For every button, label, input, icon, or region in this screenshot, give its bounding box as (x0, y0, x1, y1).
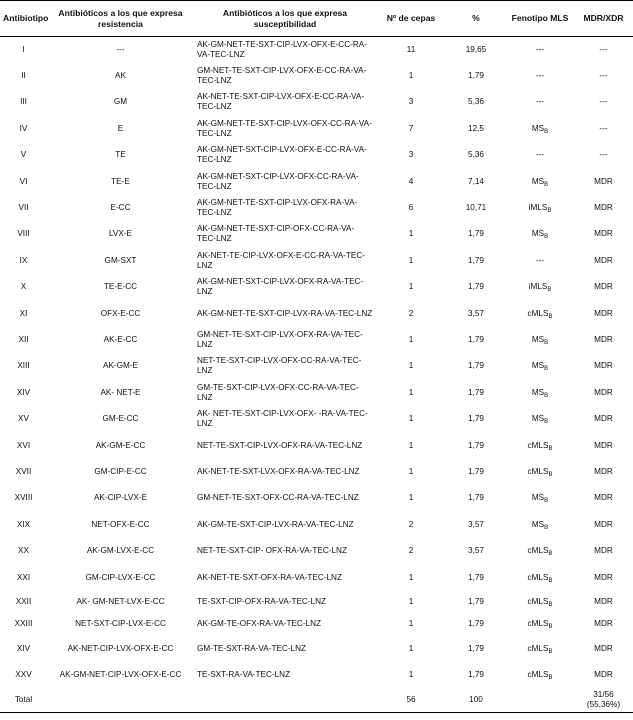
cell-resistencia: AK-GM-E-CC (95, 440, 146, 450)
cell-susceptibilidad: AK-GM-NET-TE-SXT-CIP-LVX-RA-VA-TEC-LNZ (197, 308, 373, 318)
fenotipo-label: --- (535, 71, 545, 81)
cell-antibiotipo: I (22, 44, 25, 54)
cell-cepas: 3 (408, 150, 414, 160)
cell-porcentaje: 3,57 (468, 546, 484, 556)
cell-mdr: --- (599, 150, 608, 160)
fenotipo-subscript: B (548, 601, 553, 608)
cell-resistencia: LVX-E (108, 229, 133, 239)
cell-porcentaje: 1,79 (468, 387, 484, 397)
total-empty-cell (47, 688, 194, 712)
fenotipo-label: cMLS (527, 670, 549, 680)
cell-cepas: 1 (408, 572, 414, 582)
total-empty-cell (506, 688, 574, 712)
fenotipo-subscript: B (544, 498, 549, 505)
header-mdr: MDR/XDR (583, 13, 624, 23)
cell-resistencia: --- (116, 44, 125, 54)
table-row (0, 512, 633, 538)
table-row (0, 662, 633, 688)
cell-resistencia: E-CC (110, 203, 131, 213)
cell-cepas: 1 (408, 643, 414, 653)
cell-porcentaje: 1,79 (468, 414, 484, 424)
fenotipo-label: --- (535, 44, 545, 54)
table-row (0, 195, 633, 221)
header-resistencia: Antibióticos a los que expresa resistencia (58, 7, 183, 29)
cell-fenotipo (506, 248, 574, 274)
cell-porcentaje: 1,79 (468, 596, 484, 606)
header-cepas: Nº de cepas (386, 13, 436, 23)
cell-susceptibilidad: NET-TE-SXT-CIP- OFX-RA-VA-TEC-LNZ (197, 546, 347, 556)
total-cepas: 56 (406, 695, 416, 705)
cell-antibiotipo: XIII (17, 361, 30, 371)
cell-antibiotipo: XXI (16, 572, 31, 582)
fenotipo-subscript: B (548, 577, 553, 584)
cell-susceptibilidad: GM-NET-TE-SXT-CIP-LVX-OFX-RA-VA-TEC-LNZ (197, 329, 363, 349)
table-row (0, 564, 633, 590)
cell-porcentaje: 1,79 (468, 334, 484, 344)
cell-mdr: --- (599, 71, 608, 81)
fenotipo-subscript: B (544, 234, 549, 241)
cell-antibiotipo: XX (18, 546, 29, 556)
cell-fenotipo (506, 37, 574, 63)
total-mdr: 31/56 (55,36%) (586, 690, 621, 710)
fenotipo-label: --- (535, 255, 545, 265)
table-row (0, 459, 633, 485)
cell-fenotipo (506, 662, 574, 688)
cell-cepas: 1 (408, 619, 414, 629)
cell-porcentaje: 1,79 (468, 493, 484, 503)
cell-porcentaje: 3,57 (468, 308, 484, 318)
header-antibiotipo: Antibiotipo (3, 13, 49, 23)
cell-mdr: MDR (594, 440, 613, 450)
cell-antibiotipo: XIV (16, 387, 31, 397)
cell-porcentaje: 1,79 (468, 572, 484, 582)
cell-porcentaje: 5,36 (468, 97, 484, 107)
cell-fenotipo (506, 300, 574, 326)
cell-antibiotipo: IV (19, 123, 28, 133)
cell-susceptibilidad: AK-GM-NET-TE-SXT-CIP-LVX-OFX-E-CC-RA-VA-TEC-LNZ (197, 39, 367, 59)
table-row (0, 89, 633, 115)
cell-resistencia: OFX-E-CC (100, 308, 141, 318)
cell-cepas: 1 (408, 255, 414, 265)
cell-mdr: MDR (594, 466, 613, 476)
cell-mdr: MDR (594, 414, 613, 424)
cell-resistencia: GM-E-CC (102, 414, 139, 424)
cell-antibiotipo: III (20, 97, 27, 107)
cell-susceptibilidad: AK-GM-NET-TE-SXT-CIP-LVX-OFX-CC-RA-VA-TEC-LNZ (197, 118, 372, 138)
cell-susceptibilidad: GM-NET-TE-SXT-OFX-CC-RA-VA-TEC-LNZ (197, 493, 359, 503)
cell-resistencia: GM-SXT (104, 255, 137, 265)
cell-resistencia: AK-GM-NET-CIP-LVX-OFX-E-CC (59, 670, 182, 680)
cell-porcentaje: 19,65 (465, 44, 487, 54)
total-row (0, 688, 633, 712)
header-porcentaje: % (472, 13, 480, 23)
cell-porcentaje: 1,79 (468, 361, 484, 371)
cell-cepas: 1 (408, 334, 414, 344)
cell-mdr: MDR (594, 619, 613, 629)
fenotipo-subscript: B (544, 524, 549, 531)
cell-resistencia: AK-GM-LVX-E-CC (86, 546, 155, 556)
cell-susceptibilidad: AK-GM-NET-SXT-CIP-LVX-OFX-RA-VA-TEC-LNZ (197, 277, 364, 297)
cell-fenotipo (506, 613, 574, 636)
cell-fenotipo (506, 116, 574, 142)
cell-cepas: 2 (408, 519, 414, 529)
cell-susceptibilidad: AK-GM-NET-SXT-CIP-LVX-OFX-E-CC-RA-VA-TEC-LNZ (197, 145, 367, 165)
cell-mdr: MDR (594, 229, 613, 239)
header-susceptibilidad: Antibióticos a los que expresa susceptibilidad (222, 7, 348, 29)
cell-antibiotipo: XXIII (14, 619, 33, 629)
table-row (0, 485, 633, 511)
cell-fenotipo (506, 380, 574, 406)
fenotipo-label: iMLS (528, 282, 548, 292)
cell-susceptibilidad: AK-NET-TE-SXT-LVX-OFX-RA-VA-TEC-LNZ (197, 466, 360, 476)
cell-porcentaje: 10,71 (465, 203, 487, 213)
cell-porcentaje: 1,79 (468, 71, 484, 81)
table-row (0, 591, 633, 614)
cell-fenotipo (506, 168, 574, 194)
cell-cepas: 1 (408, 596, 414, 606)
cell-susceptibilidad: GM-NET-TE-SXT-CIP-LVX-OFX-E-CC-RA-VA-TEC-LNZ (197, 66, 367, 86)
cell-antibiotipo: XI (19, 308, 28, 318)
table-row (0, 274, 633, 300)
cell-cepas: 7 (408, 123, 414, 133)
fenotipo-label: --- (535, 150, 545, 160)
cell-cepas: 1 (408, 414, 414, 424)
fenotipo-label: cMLS (527, 546, 549, 556)
cell-susceptibilidad: AK-NET-TE-SXT-CIP-LVX-OFX-E-CC-RA-VA-TEC-LNZ (197, 92, 365, 112)
cell-susceptibilidad: AK-GM-TE-SXT-CIP-LVX-RA-VA-TEC-LNZ (197, 519, 354, 529)
cell-cepas: 1 (408, 440, 414, 450)
cell-cepas: 11 (406, 44, 416, 54)
cell-mdr: MDR (594, 572, 613, 582)
cell-resistencia: TE-E (111, 176, 130, 186)
table-row (0, 327, 633, 353)
fenotipo-subscript: B (548, 313, 553, 320)
cell-resistencia: AK-CIP-LVX-E (93, 493, 148, 503)
cell-mdr: MDR (594, 203, 613, 213)
cell-antibiotipo: XIV (16, 643, 31, 653)
fenotipo-label: MS (531, 334, 545, 344)
fenotipo-subscript: B (544, 339, 549, 346)
cell-mdr: MDR (594, 643, 613, 653)
cell-resistencia: GM-CIP-LVX-E-CC (85, 572, 156, 582)
fenotipo-label: cMLS (527, 572, 549, 582)
cell-resistencia: GM-CIP-E-CC (94, 466, 147, 476)
fenotipo-label: cMLS (527, 596, 549, 606)
cell-mdr: MDR (594, 176, 613, 186)
cell-susceptibilidad: AK- NET-TE-SXT-CIP-LVX-OFX- -RA-VA-TEC-LNZ (197, 409, 368, 429)
total-porcentaje: 100 (469, 695, 483, 705)
cell-susceptibilidad: AK-NET-TE-SXT-OFX-RA-VA-TEC-LNZ (197, 572, 342, 582)
cell-cepas: 4 (408, 176, 414, 186)
cell-cepas: 1 (408, 493, 414, 503)
cell-fenotipo (506, 485, 574, 511)
fenotipo-label: iMLS (528, 203, 548, 213)
cell-fenotipo (506, 63, 574, 89)
table-row (0, 168, 633, 194)
cell-mdr: MDR (594, 670, 613, 680)
header-fenotipo: Fenotipo MLS (511, 13, 569, 23)
cell-resistencia: TE-E-CC (103, 282, 138, 292)
fenotipo-label: cMLS (527, 643, 549, 653)
cell-antibiotipo: VII (18, 203, 29, 213)
fenotipo-label: MS (531, 176, 545, 186)
cell-resistencia: AK- GM-NET-LVX-E-CC (76, 596, 165, 606)
cell-resistencia: TE (115, 150, 126, 160)
cell-fenotipo (506, 89, 574, 115)
cell-fenotipo (506, 512, 574, 538)
fenotipo-subscript: B (548, 551, 553, 558)
cell-susceptibilidad: AK-NET-TE-CIP-LVX-OFX-E-CC-RA-VA-TEC-LNZ (197, 250, 365, 270)
table-row (0, 63, 633, 89)
fenotipo-label: MS (531, 519, 545, 529)
cell-susceptibilidad: NET-TE-SXT-CIP-LVX-OFX-RA-VA-TEC-LNZ (197, 440, 363, 450)
cell-susceptibilidad: TE-SXT-CIP-OFX-RA-VA-TEC-LNZ (197, 596, 327, 606)
cell-porcentaje: 12,5 (468, 123, 484, 133)
table-row (0, 406, 633, 432)
cell-cepas: 1 (408, 466, 414, 476)
cell-antibiotipo: XXII (15, 596, 32, 606)
cell-resistencia: AK (115, 71, 126, 81)
cell-mdr: --- (599, 123, 608, 133)
table-row (0, 353, 633, 379)
cell-fenotipo (506, 142, 574, 168)
table-row (0, 538, 633, 564)
fenotipo-label: MS (531, 493, 545, 503)
total-empty-cell (194, 688, 376, 712)
cell-porcentaje: 1,79 (468, 643, 484, 653)
cell-resistencia: AK-GM-E (102, 361, 139, 371)
cell-antibiotipo: IX (19, 255, 28, 265)
cell-cepas: 1 (408, 71, 414, 81)
table-row (0, 432, 633, 458)
cell-antibiotipo: XVII (15, 466, 32, 476)
fenotipo-label: cMLS (527, 466, 549, 476)
fenotipo-subscript: B (544, 419, 549, 426)
cell-porcentaje: 1,79 (468, 282, 484, 292)
cell-antibiotipo: VIII (17, 229, 30, 239)
cell-cepas: 2 (408, 546, 414, 556)
cell-fenotipo (506, 406, 574, 432)
fenotipo-subscript: B (548, 648, 553, 655)
table-row (0, 380, 633, 406)
cell-fenotipo (506, 459, 574, 485)
cell-antibiotipo: X (20, 282, 27, 292)
cell-mdr: MDR (594, 308, 613, 318)
cell-resistencia: AK-E-CC (103, 334, 138, 344)
cell-resistencia: GM (113, 97, 128, 107)
cell-susceptibilidad: GM-TE-SXT-CIP-LVX-OFX-CC-RA-VA-TEC-LNZ (197, 382, 359, 402)
fenotipo-subscript: B (548, 675, 553, 682)
cell-antibiotipo: XXV (15, 670, 32, 680)
cell-resistencia: AK- NET-E (100, 387, 141, 397)
fenotipo-subscript: B (548, 445, 553, 452)
cell-antibiotipo: VI (19, 176, 28, 186)
fenotipo-subscript: B (544, 366, 549, 373)
cell-antibiotipo: XV (18, 414, 29, 424)
cell-antibiotipo: XIX (16, 519, 31, 529)
cell-porcentaje: 1,79 (468, 619, 484, 629)
cell-mdr: --- (599, 97, 608, 107)
cell-resistencia: AK-NET-CIP-LVX-OFX-E-CC (67, 643, 174, 653)
fenotipo-subscript: B (547, 208, 552, 215)
cell-mdr: MDR (594, 282, 613, 292)
fenotipo-label: cMLS (527, 440, 549, 450)
cell-porcentaje: 1,79 (468, 229, 484, 239)
cell-antibiotipo: XII (18, 334, 29, 344)
fenotipo-subscript: B (544, 128, 549, 135)
cell-porcentaje: 1,79 (468, 440, 484, 450)
cell-mdr: MDR (594, 387, 613, 397)
cell-mdr: MDR (594, 519, 613, 529)
fenotipo-subscript: B (548, 624, 553, 631)
cell-cepas: 1 (408, 282, 414, 292)
cell-antibiotipo: V (20, 150, 27, 160)
cell-susceptibilidad: AK-GM-TE-OFX-RA-VA-TEC-LNZ (197, 619, 322, 629)
table-row (0, 221, 633, 247)
cell-cepas: 1 (408, 229, 414, 239)
cell-fenotipo (506, 353, 574, 379)
cell-susceptibilidad: NET-TE-SXT-CIP-LVX-OFX-CC-RA-VA-TEC-LNZ (197, 356, 362, 376)
fenotipo-label: MS (531, 387, 545, 397)
table-body (0, 37, 633, 713)
fenotipo-subscript: B (544, 392, 549, 399)
table-row (0, 636, 633, 662)
cell-cepas: 1 (408, 361, 414, 371)
fenotipo-label: MS (531, 229, 545, 239)
cell-antibiotipo: XVIII (14, 493, 33, 503)
cell-fenotipo (506, 195, 574, 221)
fenotipo-subscript: B (547, 287, 552, 294)
cell-susceptibilidad: AK-GM-NET-TE-SXT-CIP-OFX-CC-RA-VA-TEC-LNZ (197, 224, 355, 244)
table-row (0, 300, 633, 326)
cell-fenotipo (506, 432, 574, 458)
cell-antibiotipo: XVI (16, 440, 31, 450)
fenotipo-subscript: B (548, 471, 553, 478)
cell-resistencia: NET-SXT-CIP-LVX-E-CC (75, 619, 166, 629)
cell-fenotipo (506, 538, 574, 564)
cell-mdr: MDR (594, 361, 613, 371)
table-row (0, 116, 633, 142)
cell-fenotipo (506, 591, 574, 614)
table-row (0, 248, 633, 274)
fenotipo-label: MS (531, 414, 545, 424)
cell-cepas: 3 (408, 97, 414, 107)
table-row (0, 37, 633, 63)
cell-susceptibilidad: AK-GM-NET-TE-SXT-CIP-LVX-OFX-RA-VA-TEC-LNZ (197, 198, 358, 218)
cell-mdr: MDR (594, 546, 613, 556)
fenotipo-label: MS (531, 361, 545, 371)
cell-mdr: MDR (594, 334, 613, 344)
table-row (0, 142, 633, 168)
cell-mdr: MDR (594, 493, 613, 503)
cell-mdr: MDR (594, 596, 613, 606)
cell-porcentaje: 3,57 (468, 519, 484, 529)
cell-resistencia: E (117, 123, 124, 133)
cell-susceptibilidad: AK-GM-NET-SXT-CIP-LVX-OFX-CC-RA-VA-TEC-LNZ (197, 171, 359, 191)
cell-susceptibilidad: GM-TE-SXT-RA-VA-TEC-LNZ (197, 643, 307, 653)
fenotipo-label: cMLS (527, 619, 549, 629)
cell-resistencia: NET-OFX-E-CC (91, 519, 150, 529)
cell-antibiotipo: II (21, 71, 26, 81)
cell-cepas: 6 (408, 203, 414, 213)
fenotipo-subscript: B (544, 181, 549, 188)
cell-fenotipo (506, 564, 574, 590)
cell-porcentaje: 1,79 (468, 466, 484, 476)
cell-fenotipo (506, 636, 574, 662)
cell-porcentaje: 5,36 (468, 150, 484, 160)
cell-cepas: 1 (408, 387, 414, 397)
cell-mdr: --- (599, 44, 608, 54)
fenotipo-label: --- (535, 97, 545, 107)
table-row (0, 613, 633, 636)
cell-fenotipo (506, 327, 574, 353)
fenotipo-label: cMLS (527, 308, 549, 318)
cell-porcentaje: 1,79 (468, 255, 484, 265)
cell-porcentaje: 1,79 (468, 670, 484, 680)
cell-cepas: 1 (408, 670, 414, 680)
fenotipo-label: MS (531, 123, 545, 133)
cell-porcentaje: 7,14 (468, 176, 484, 186)
cell-mdr: MDR (594, 255, 613, 265)
cell-fenotipo (506, 221, 574, 247)
total-label: Total (14, 695, 33, 705)
cell-cepas: 2 (408, 308, 414, 318)
cell-fenotipo (506, 274, 574, 300)
table-header (0, 1, 633, 37)
cell-susceptibilidad: TE-SXT-RA-VA-TEC-LNZ (197, 670, 291, 680)
